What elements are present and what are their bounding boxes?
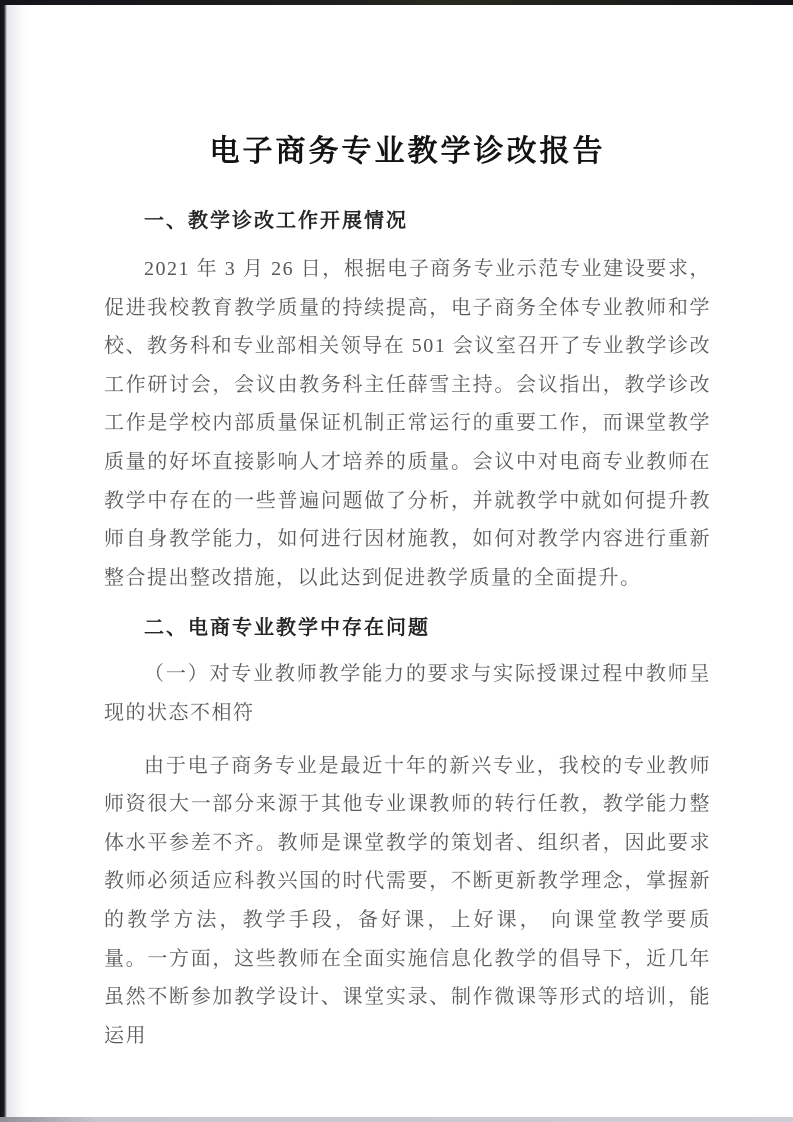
scan-edge-top-shadow xyxy=(0,0,793,5)
section-1-paragraph: 2021 年 3 月 26 日，根据电子商务专业示范专业建设要求，促进我校教育教学质量的持续提高，电子商务全体专业教师和学校、教务科和专业部相关领导在 501 会议室召开了专业教学诊改工作研讨会，会议由教务科主任薛雪主持。会议指出，教学诊改工作是学校内部质量保证机制正常运行的重要工作，而课堂教学质量的好坏直接影响人才培养的质量。会议中对电商专业教师在教学中存在的一些普遍问题做了分析，并就教学中就如何提升教师自身教学能力，如何进行因材施教，如何对教学内容进行重新整合提出整改措施，以此达到促进教学质量的全面提升。 xyxy=(104,258,711,589)
section-2-paragraph: 由于电子商务专业是最近十年的新兴专业，我校的专业教师师资很大一部分来源于其他专业课教师的转行任教，教学能力整体水平参差不齐。教师是课堂教学的策划者、组织者，因此要求教师必须适应科教兴国的时代需要，不断更新教学理念，掌握新的教学方法，教学手段，备好课，上好课， 向课堂教学要质量。一方面，这些教师在全面实施信息化教学的倡导下，近几年虽然不断参加教学设计、课堂实录、制作微课等形式的培训，能运用 xyxy=(104,754,711,1047)
document-title: 电子商务专业教学诊改报告 xyxy=(209,135,606,168)
scan-edge-left-shadow xyxy=(0,0,26,1122)
section-1-heading: 一、教学诊改工作开展情况 xyxy=(144,210,408,232)
scan-edge-bottom-shadow xyxy=(0,1117,793,1122)
section-2-heading: 二、电商专业教学中存在问题 xyxy=(144,617,430,640)
section-2-subheading: （一）对专业教师教学能力的要求与实际授课过程中教师呈现的状态不相符 xyxy=(104,663,711,724)
document-content xyxy=(104,130,711,1055)
